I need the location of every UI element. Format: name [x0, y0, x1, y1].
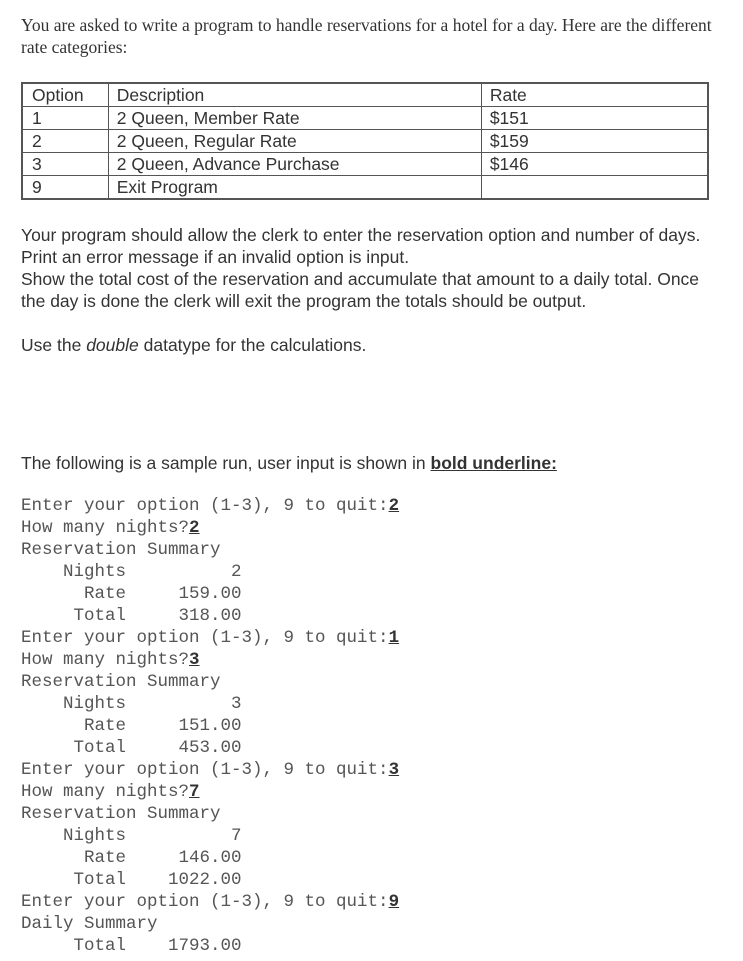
- summary-value: 146.00: [178, 848, 242, 868]
- user-input: 2: [388, 496, 400, 516]
- rate-table-row: [22, 107, 708, 130]
- sample-heading-bold: bold underline:: [430, 453, 557, 473]
- daily-total-row: [21, 935, 399, 957]
- option-prompt-line: [21, 495, 399, 517]
- cell-rate: $146: [481, 153, 708, 176]
- prompt-text: How many nights?: [21, 782, 190, 802]
- summary-value: 7: [231, 826, 242, 846]
- rate-row: [21, 715, 399, 737]
- summary-label: Total: [73, 936, 126, 956]
- nights-prompt-line: [21, 781, 399, 803]
- cell-rate: $159: [481, 130, 708, 153]
- prompt-text: How many nights?: [21, 518, 190, 538]
- nights-row: [21, 825, 399, 847]
- summary-label: Rate: [83, 848, 126, 868]
- cell-rate: $151: [481, 107, 708, 130]
- prompt-text: Enter your option (1-3), 9 to quit:: [21, 496, 389, 516]
- cell-rate: [481, 176, 708, 200]
- cell-description: 2 Queen, Regular Rate: [108, 130, 481, 153]
- datatype-note-before: Use the: [21, 335, 87, 355]
- summary-label: Nights: [63, 694, 127, 714]
- requirements-line-1: Your program should allow the clerk to enter the reservation option and number of days. Print an error message if an invalid option is input.: [21, 225, 701, 267]
- summary-label: Rate: [83, 716, 126, 736]
- rate-table-row: [22, 130, 708, 153]
- nights-row: [21, 693, 399, 715]
- datatype-note: [21, 334, 721, 356]
- cell-description: 2 Queen, Member Rate: [108, 107, 481, 130]
- user-input: 2: [189, 518, 200, 538]
- summary-value: 3: [231, 694, 242, 714]
- requirements-section: [21, 224, 721, 356]
- cell-description: 2 Queen, Advance Purchase: [108, 153, 481, 176]
- summary-value: 159.00: [178, 584, 242, 604]
- nights-row: [21, 561, 399, 583]
- header-option: Option: [22, 83, 108, 107]
- daily-summary-title: Daily Summary: [21, 914, 158, 934]
- intro-paragraph: You are asked to write a program to handle reservations for a hotel for a day. Here are the different rate categories:: [21, 15, 712, 57]
- rate-row: [21, 583, 399, 605]
- summary-label: Total: [73, 870, 126, 890]
- summary-label: Rate: [83, 584, 126, 604]
- user-input: 1: [388, 628, 400, 648]
- summary-value: 453.00: [178, 738, 242, 758]
- requirements-line-2: Show the total cost of the reservation and accumulate that amount to a daily total. Once the day is done the clerk will exit the program the totals should be output.: [21, 269, 700, 311]
- summary-value: 1022.00: [168, 870, 242, 890]
- cell-option: 9: [22, 176, 108, 200]
- total-row: [21, 737, 399, 759]
- prompt-text: Enter your option (1-3), 9 to quit:: [21, 760, 389, 780]
- sample-heading-text: The following is a sample run, user input is shown in: [21, 453, 431, 473]
- user-input: 3: [388, 760, 400, 780]
- user-input: 7: [189, 782, 200, 802]
- nights-prompt-line: [21, 517, 399, 539]
- option-prompt-line: [21, 891, 399, 913]
- header-rate: Rate: [481, 83, 708, 107]
- prompt-text: How many nights?: [21, 650, 190, 670]
- summary-label: Total: [73, 738, 126, 758]
- sample-run-heading: [21, 452, 721, 474]
- user-input: 9: [388, 892, 400, 912]
- cell-description: Exit Program: [108, 176, 481, 200]
- summary-value: 2: [231, 562, 242, 582]
- rate-table-row: [22, 153, 708, 176]
- summary-value: 151.00: [178, 716, 242, 736]
- summary-label: Nights: [63, 826, 127, 846]
- cell-option: 2: [22, 130, 108, 153]
- rate-table-row: [22, 176, 708, 200]
- total-row: [21, 869, 399, 891]
- option-prompt-line: [21, 627, 399, 649]
- reservation-summary-title: Reservation Summary: [21, 672, 221, 692]
- summary-value: 1793.00: [168, 936, 242, 956]
- total-row: [21, 605, 399, 627]
- prompt-text: Enter your option (1-3), 9 to quit:: [21, 628, 389, 648]
- sample-console-output: [21, 495, 399, 957]
- prompt-text: Enter your option (1-3), 9 to quit:: [21, 892, 389, 912]
- rate-table: [21, 82, 709, 200]
- rate-table-header-row: [22, 83, 708, 107]
- rate-row: [21, 847, 399, 869]
- reservation-summary-title: Reservation Summary: [21, 540, 221, 560]
- datatype-note-after: datatype for the calculations.: [138, 335, 367, 355]
- datatype-keyword: double: [86, 335, 139, 355]
- option-prompt-line: [21, 759, 399, 781]
- summary-value: 318.00: [178, 606, 242, 626]
- nights-prompt-line: [21, 649, 399, 671]
- cell-option: 1: [22, 107, 108, 130]
- header-description: Description: [108, 83, 481, 107]
- user-input: 3: [189, 650, 200, 670]
- cell-option: 3: [22, 153, 108, 176]
- summary-label: Total: [73, 606, 126, 626]
- reservation-summary-title: Reservation Summary: [21, 804, 221, 824]
- summary-label: Nights: [63, 562, 127, 582]
